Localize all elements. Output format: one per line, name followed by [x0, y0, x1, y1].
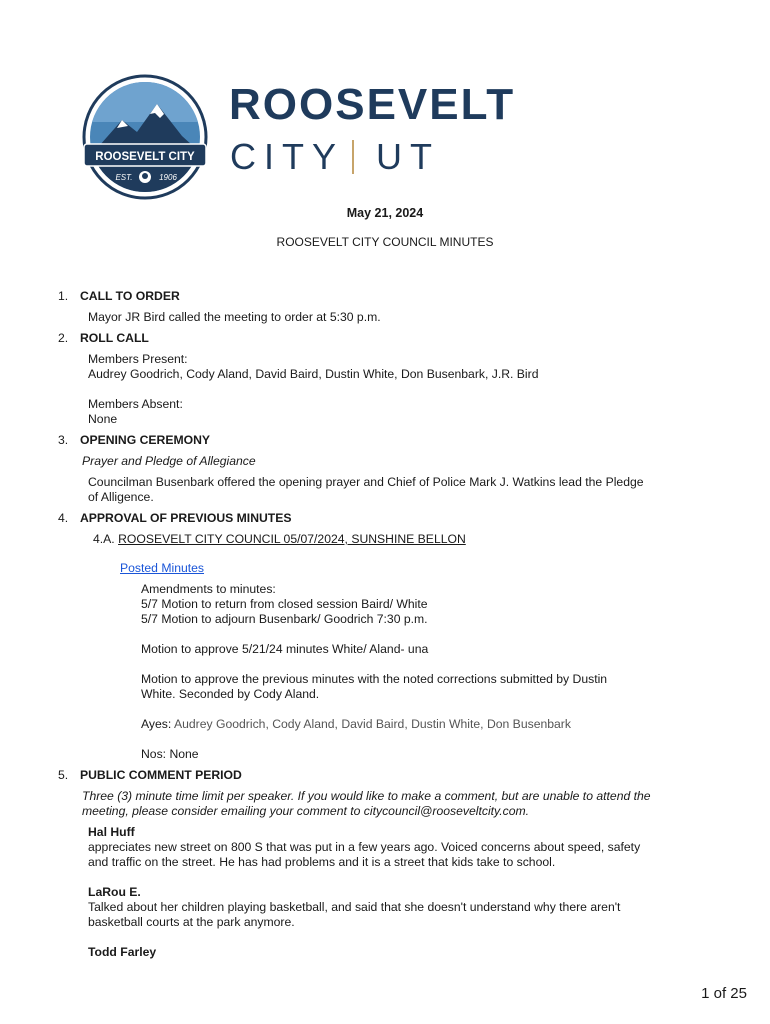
- page-number: 1 of 25: [701, 985, 747, 1002]
- amendments-line-1: Amendments to minutes:: [141, 582, 276, 596]
- commenter-1-line-2: and traffic on the street. He has had problems and it is a street that kids take to school.: [88, 855, 556, 869]
- section-3-body-line-2: of Alligence.: [88, 490, 154, 504]
- ayes-line: [141, 717, 571, 732]
- logo-word-state: UT: [376, 136, 441, 177]
- members-present-label: Members Present:: [88, 352, 188, 366]
- section-3-title: OPENING CEREMONY: [80, 433, 211, 447]
- members-present-list: Audrey Goodrich, Cody Aland, David Baird, Dustin White, Don Busenbark, J.R. Bird: [88, 367, 539, 381]
- public-comment-note-line-2: meeting, please consider emailing your comment to citycouncil@rooseveltcity.com.: [82, 804, 530, 818]
- section-1-number: 1.: [58, 289, 69, 303]
- posted-minutes-link[interactable]: Posted Minutes: [120, 561, 205, 575]
- section-5-number: 5.: [58, 768, 69, 782]
- logo-wordmark-roosevelt: ROOSEVELT: [229, 80, 516, 129]
- commenter-2-line-1: Talked about her children playing basketball, and said that she doesn't understand why there aren't: [88, 900, 621, 914]
- commenter-3-name: Todd Farley: [88, 945, 157, 959]
- public-comment-note-line-1: Three (3) minute time limit per speaker. If you would like to make a comment, but are unable to attend the: [82, 789, 651, 803]
- commenter-1-name: Hal Huff: [88, 825, 135, 839]
- amendments-line-2: 5/7 Motion to return from closed session Baird/ White: [141, 597, 428, 611]
- meeting-date: May 21, 2024: [346, 206, 424, 220]
- commenter-2-line-2: basketball courts at the park anymore.: [88, 915, 295, 929]
- commenter-1-line-1: appreciates new street on 800 S that was put in a few years ago. Voiced concerns about speed, safety: [88, 840, 641, 854]
- members-absent-list: None: [88, 412, 118, 426]
- motion-2-line-1: Motion to approve the previous minutes with the noted corrections submitted by Dustin: [141, 672, 608, 686]
- seal-est-text: EST.: [115, 173, 133, 182]
- section-3-subtitle: Prayer and Pledge of Allegiance: [82, 454, 256, 468]
- section-3-number: 3.: [58, 433, 69, 447]
- item-4a-title: ROOSEVELT CITY COUNCIL 05/07/2024, SUNSHINE BELLON: [118, 532, 466, 546]
- section-4-number: 4.: [58, 511, 69, 525]
- nos-line: Nos: None: [141, 747, 199, 761]
- ayes-list: Audrey Goodrich, Cody Aland, David Baird, Dustin White, Don Busenbark: [173, 717, 571, 731]
- city-seal-logo: [82, 74, 208, 200]
- amendments-line-3: 5/7 Motion to adjourn Busenbark/ Goodrich 7:30 p.m.: [141, 612, 428, 626]
- section-1-title: CALL TO ORDER: [80, 289, 180, 303]
- section-2-title: ROLL CALL: [80, 331, 149, 345]
- seal-name-text: ROOSEVELT CITY: [95, 151, 195, 163]
- members-absent-label: Members Absent:: [88, 397, 183, 411]
- motion-2-line-2: White. Seconded by Cody Aland.: [141, 687, 320, 701]
- logo-wordmark-city-ut: [230, 137, 440, 177]
- item-4a-heading[interactable]: [93, 532, 466, 547]
- section-1-body: Mayor JR Bird called the meeting to order at 5:30 p.m.: [88, 310, 381, 324]
- ayes-label: Ayes:: [141, 717, 172, 731]
- commenter-2-name: LaRou E.: [88, 885, 141, 899]
- section-3-body-line-1: Councilman Busenbark offered the opening prayer and Chief of Police Mark J. Watkins lead the Pledge: [88, 475, 644, 489]
- motion-1: Motion to approve 5/21/24 minutes White/ Aland- una: [141, 642, 429, 656]
- document-title: ROOSEVELT CITY COUNCIL MINUTES: [276, 235, 494, 249]
- item-4a-number: 4.A.: [93, 532, 115, 546]
- logo-word-city: CITY: [230, 136, 345, 177]
- seal-year-text: 1906: [159, 173, 177, 182]
- section-2-number: 2.: [58, 331, 69, 345]
- logo-separator: [352, 140, 354, 174]
- section-4-title: APPROVAL OF PREVIOUS MINUTES: [80, 511, 292, 525]
- section-5-title: PUBLIC COMMENT PERIOD: [80, 768, 242, 782]
